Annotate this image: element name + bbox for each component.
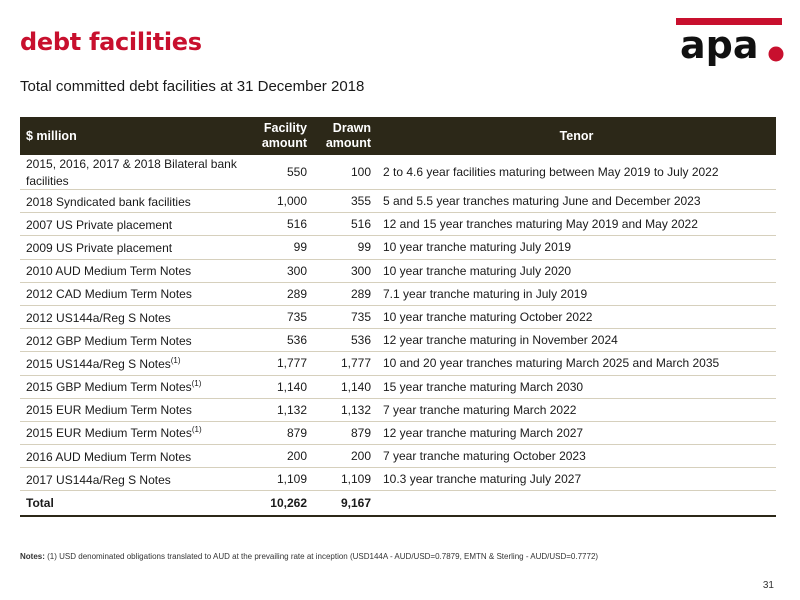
cell-drawn: 1,777 (313, 352, 377, 375)
cell-tenor: 7 year tranche maturing October 2023 (377, 445, 776, 468)
table-row (20, 282, 776, 305)
cell-facility: 300 (249, 259, 313, 282)
cell-drawn: 99 (313, 236, 377, 259)
cell-facility: 289 (249, 282, 313, 305)
cell-facility: 879 (249, 421, 313, 444)
cell-name: 2007 US Private placement (20, 213, 249, 236)
table-row (20, 445, 776, 468)
col-header-tenor: Tenor (377, 117, 776, 155)
table-header-row (20, 117, 776, 155)
cell-facility: 1,140 (249, 375, 313, 398)
table-row (20, 155, 776, 190)
cell-drawn: 516 (313, 213, 377, 236)
cell-drawn: 355 (313, 190, 377, 213)
cell-total-tenor (377, 491, 776, 517)
cell-tenor: 10 and 20 year tranches maturing March 2025 and March 2035 (377, 352, 776, 375)
cell-name: 2015, 2016, 2017 & 2018 Bilateral bank facilities (20, 155, 249, 190)
cell-facility: 99 (249, 236, 313, 259)
cell-facility: 200 (249, 445, 313, 468)
cell-tenor: 10.3 year tranche maturing July 2027 (377, 468, 776, 491)
cell-name: 2015 EUR Medium Term Notes (20, 398, 249, 421)
table-row (20, 190, 776, 213)
table-row (20, 329, 776, 352)
table-row (20, 259, 776, 282)
cell-tenor: 10 year tranche maturing July 2020 (377, 259, 776, 282)
cell-drawn: 1,109 (313, 468, 377, 491)
cell-name: 2010 AUD Medium Term Notes (20, 259, 249, 282)
table-row (20, 468, 776, 491)
table-row (20, 352, 776, 375)
cell-name: 2015 US144a/Reg S Notes$^{(1)}$ (20, 352, 249, 375)
cell-name: 2012 CAD Medium Term Notes (20, 282, 249, 305)
table-row (20, 236, 776, 259)
table-row (20, 398, 776, 421)
cell-tenor: 12 year tranche maturing in November 2024 (377, 329, 776, 352)
cell-tenor: 7 year tranche maturing March 2022 (377, 398, 776, 421)
cell-facility: 1,109 (249, 468, 313, 491)
table-row (20, 421, 776, 444)
cell-name: 2012 US144a/Reg S Notes (20, 305, 249, 328)
cell-tenor: 10 year tranche maturing July 2019 (377, 236, 776, 259)
cell-drawn: 1,140 (313, 375, 377, 398)
cell-tenor: 15 year tranche maturing March 2030 (377, 375, 776, 398)
cell-drawn: 300 (313, 259, 377, 282)
cell-name: 2016 AUD Medium Term Notes (20, 445, 249, 468)
cell-drawn: 200 (313, 445, 377, 468)
cell-facility: 1,000 (249, 190, 313, 213)
cell-facility: 735 (249, 305, 313, 328)
footnote (20, 552, 598, 561)
cell-tenor: 10 year tranche maturing October 2022 (377, 305, 776, 328)
cell-tenor: 12 and 15 year tranches maturing May 2019 and May 2022 (377, 213, 776, 236)
cell-total-drawn: 9,167 (313, 491, 377, 517)
cell-name: 2015 GBP Medium Term Notes$^{(1)}$ (20, 375, 249, 398)
cell-drawn: 100 (313, 155, 377, 190)
cell-drawn: 735 (313, 305, 377, 328)
cell-facility: 1,777 (249, 352, 313, 375)
col-header-facility: Facility amount (249, 117, 313, 155)
page-title: debt facilities (20, 28, 202, 56)
cell-tenor: 2 to 4.6 year facilities maturing between May 2019 to July 2022 (377, 155, 776, 190)
cell-name: 2017 US144a/Reg S Notes (20, 468, 249, 491)
total-row (20, 491, 776, 517)
col-header-name: $ million (20, 117, 249, 155)
cell-facility: 550 (249, 155, 313, 190)
cell-drawn: 536 (313, 329, 377, 352)
cell-total-label: Total (20, 491, 249, 517)
cell-name: 2009 US Private placement (20, 236, 249, 259)
cell-facility: 1,132 (249, 398, 313, 421)
table-row (20, 305, 776, 328)
footnote-label: Notes: (20, 552, 45, 561)
cell-name: 2015 EUR Medium Term Notes$^{(1)}$ (20, 421, 249, 444)
cell-tenor: 12 year tranche maturing March 2027 (377, 421, 776, 444)
cell-facility: 536 (249, 329, 313, 352)
logo-text: apa (680, 23, 759, 66)
apa-logo (672, 14, 790, 66)
debt-facilities-table (20, 117, 776, 517)
col-header-drawn: Drawn amount (313, 117, 377, 155)
cell-name: 2012 GBP Medium Term Notes (20, 329, 249, 352)
page-subtitle: Total committed debt facilities at 31 December 2018 (20, 78, 365, 95)
cell-drawn: 1,132 (313, 398, 377, 421)
table-row (20, 375, 776, 398)
cell-drawn: 289 (313, 282, 377, 305)
cell-tenor: 7.1 year tranche maturing in July 2019 (377, 282, 776, 305)
cell-name: 2018 Syndicated bank facilities (20, 190, 249, 213)
cell-facility: 516 (249, 213, 313, 236)
cell-total-facility: 10,262 (249, 491, 313, 517)
footnote-text: (1) USD denominated obligations translated to AUD at the prevailing rate at inception (USD144A - AUD/USD=0.7879, EMTN & Sterling - AUD/USD=0.7772) (47, 552, 599, 561)
table-row (20, 213, 776, 236)
page-number: 31 (762, 580, 774, 591)
cell-tenor: 5 and 5.5 year tranches maturing June and December 2023 (377, 190, 776, 213)
cell-drawn: 879 (313, 421, 377, 444)
